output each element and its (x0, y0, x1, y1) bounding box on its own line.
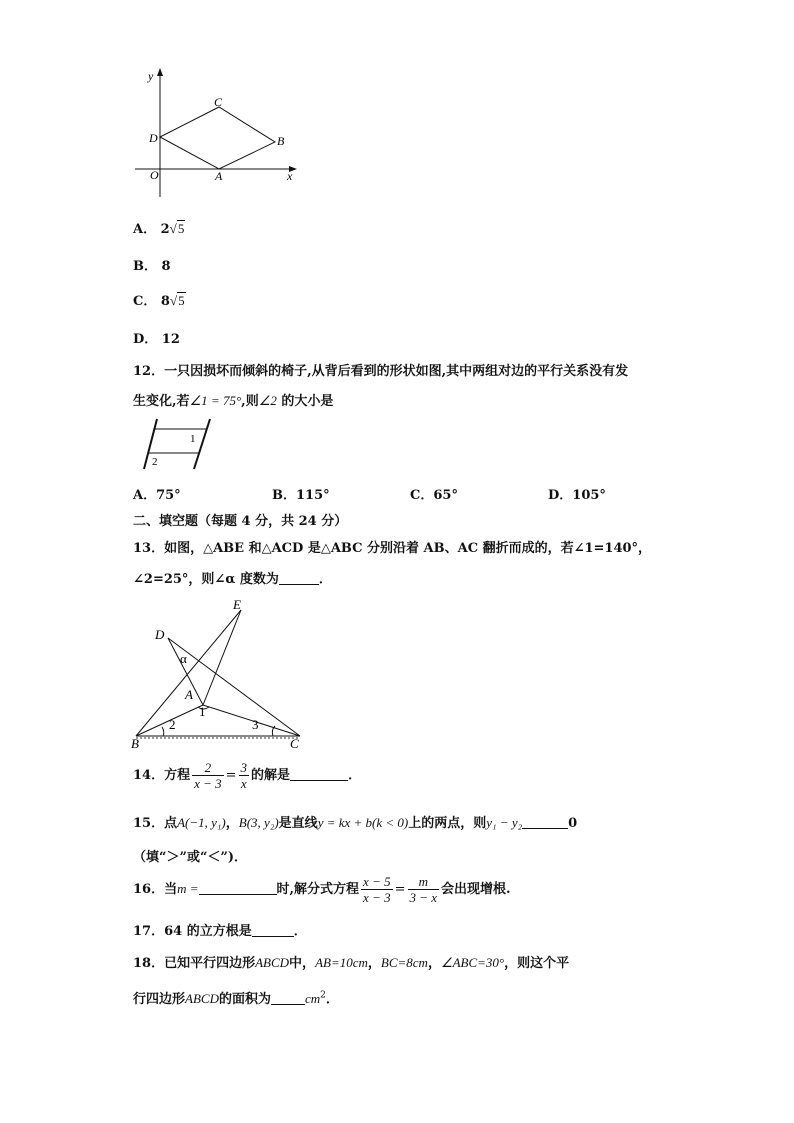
q11-option-d: D． 12 (133, 332, 180, 347)
q15-text: 15．点 (133, 816, 178, 831)
q12-option-d: D．105° (548, 488, 606, 503)
angle2-arc (162, 727, 164, 736)
q17-text: ． (293, 924, 307, 939)
rhombus (160, 107, 275, 169)
q15-line2: （填“＞”或“＜”)． (133, 850, 248, 865)
numerator: 2 (192, 760, 224, 776)
answer-blank (199, 882, 277, 895)
y-axis-arrow (157, 68, 163, 76)
q18-line1 (133, 952, 569, 971)
origin-label: O (150, 168, 159, 182)
unit: cm (304, 991, 321, 1006)
q18-text: ． (325, 992, 339, 1007)
point-b-label: B (277, 134, 285, 148)
equals-sign: = (394, 882, 406, 897)
q15-text: 上的两点，则 (408, 816, 487, 831)
answer-blank (279, 572, 319, 585)
angle2-label: 2 (152, 456, 158, 468)
point-d-label: D (155, 627, 165, 642)
point-a-label: A (185, 687, 193, 702)
parallelogram-name: ABCD (255, 955, 290, 970)
sqrt-symbol: √5 (169, 221, 185, 236)
q15-text: 0 (568, 816, 578, 831)
q18-text: 的面积为 (218, 992, 271, 1007)
q17-text: 17．64 的立方根是 (133, 924, 252, 939)
denominator: x (240, 776, 247, 791)
q15-text: ， (225, 816, 239, 831)
segment-ea (203, 610, 241, 705)
q18-text: 行四边形 (133, 992, 186, 1007)
q16-text: 16．当 (133, 882, 178, 897)
angle3-label: 3 (252, 717, 259, 732)
sqrt-symbol: √5 (169, 293, 185, 308)
answer-blank (290, 768, 348, 781)
answer-blank (271, 992, 305, 1005)
fraction (192, 760, 224, 791)
q15-line1 (133, 812, 577, 831)
q12-option-b: B．115° (272, 488, 330, 503)
option-a-coef: 2 (160, 222, 170, 237)
q18-text: 中， (289, 956, 316, 971)
equals-sign: = (225, 768, 237, 783)
angle1-label: 1 (190, 433, 196, 445)
answer-blank (522, 816, 568, 829)
q16-text: 会出现增根. (441, 882, 511, 897)
numerator: 3 (240, 760, 248, 775)
q13-line2 (133, 568, 332, 587)
q11-option-b: B． 8 (133, 259, 171, 274)
option-a-label: A． (133, 222, 157, 237)
angle2-label: 2 (169, 717, 176, 732)
q14-text: 14．方程 (133, 768, 191, 783)
point-e-label: E (233, 597, 241, 612)
x-label: x (287, 169, 293, 183)
coordinate-figure (130, 62, 305, 202)
q12-line2 (133, 390, 333, 409)
q12-angle2: ∠2 (258, 393, 277, 408)
q18-text: ，则这个平 (504, 956, 570, 971)
triangle-fold-figure (130, 595, 310, 750)
angle-abc: ∠ABC=30° (440, 955, 505, 970)
alpha-label: α (180, 651, 187, 666)
q12-text: 的大小是 (276, 394, 334, 409)
denominator: 3 − x (409, 890, 438, 905)
denominator: x − 3 (194, 776, 222, 791)
segment-be (136, 610, 241, 736)
q12-option-a: A．75° (133, 488, 181, 503)
angle1-label: 1 (199, 704, 206, 719)
option-c-coef: 8 (160, 294, 170, 309)
option-c-radicand: 5 (178, 293, 185, 308)
q16-text: 时,解分式方程 (276, 882, 360, 897)
q18-text: ， (427, 956, 441, 971)
q13-line1: 13．如图，△ABE 和△ACD 是△ABC 分别沿着 AB、AC 翻折而成的，若∠1=140°， (133, 541, 652, 556)
point-c-label: C (214, 95, 223, 109)
option-c-label: C． (133, 294, 157, 309)
q18-text: 18．已知平行四边形 (133, 956, 256, 971)
q12-option-c: C．65° (410, 488, 458, 503)
point-d-label: D (149, 131, 158, 145)
q12-text: 生变化,若 (133, 394, 190, 409)
q12-angle1: ∠1 = 75° (189, 393, 242, 408)
fraction (239, 760, 250, 791)
section-heading: 二、填空题（每题 4 分，共 24 分） (133, 514, 348, 529)
denominator: x − 3 (363, 890, 391, 905)
q14-text: 的解是 (251, 768, 291, 783)
point-b-coords: B(3, y₂) (238, 815, 279, 830)
q11-option-c (133, 290, 186, 309)
q15-text: 是直线 (278, 816, 318, 831)
chair-figure (140, 415, 220, 473)
m-variable: m = (177, 881, 199, 896)
numerator: x − 5 (363, 874, 391, 889)
q18-line2 (133, 988, 339, 1007)
point-b-label: B (131, 736, 139, 750)
q18-text: ， (367, 956, 381, 971)
q17 (133, 920, 307, 939)
side-bc: BC=8cm (380, 955, 428, 970)
q16 (133, 874, 511, 905)
q12-line1: 12．一只因损坏而倾斜的椅子,从背后看到的形状如图,其中两组对边的平行关系没有发 (133, 364, 629, 379)
point-c-label: C (290, 736, 299, 750)
numerator: m (408, 874, 440, 890)
q13-text: ． (318, 572, 332, 587)
q14-text: ． (348, 768, 362, 783)
unit-exponent: 2 (320, 990, 326, 1001)
q13-text: ∠2=25°，则∠α 度数为 (133, 572, 279, 587)
difference-expression: y₁ − y₂ (486, 815, 523, 830)
side-ab: AB=10cm (315, 955, 368, 970)
parallelogram-name: ABCD (185, 991, 219, 1006)
y-label: y (148, 69, 154, 83)
option-a-radicand: 5 (177, 221, 185, 236)
answer-blank (252, 924, 294, 937)
point-a-coords: A(−1, y₁) (177, 815, 226, 830)
fraction (408, 874, 440, 905)
point-a-label: A (215, 169, 223, 183)
q14 (133, 760, 361, 791)
fraction (361, 874, 393, 905)
q11-option-a (133, 218, 185, 237)
line-equation: y = kx + b(k < 0) (317, 815, 409, 830)
q12-text: ,则 (241, 394, 259, 409)
chair-right-leg (194, 419, 210, 469)
